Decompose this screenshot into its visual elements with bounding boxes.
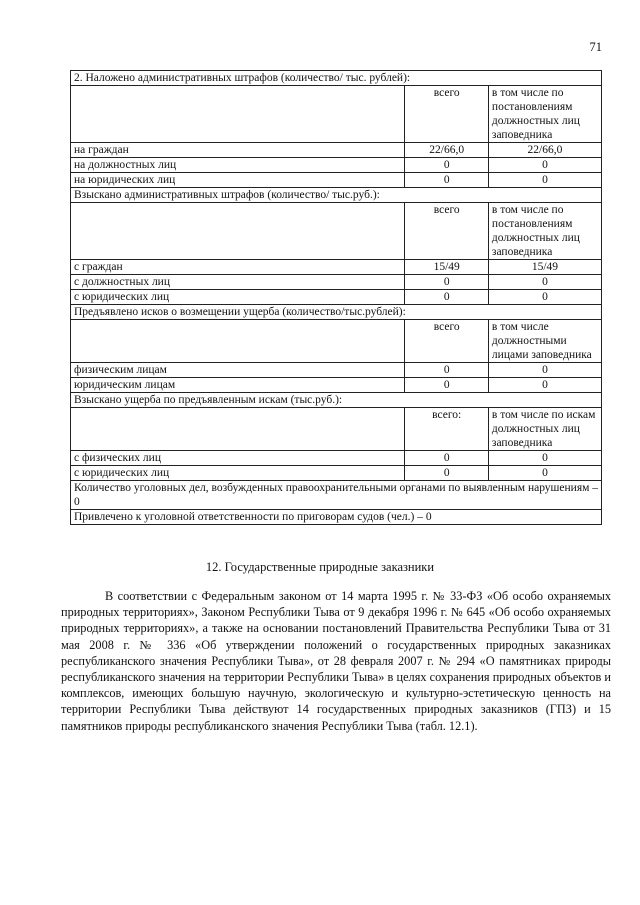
column-header-row [71,86,602,143]
row-label: на должностных лиц [71,158,405,173]
section-title-row [71,71,602,86]
row-total: 0 [405,451,488,466]
row-label: с юридических лиц [71,290,405,305]
criminal-cases-row [71,481,602,510]
section-title-row [71,393,602,408]
col-zap-header: в том числе по постановлениям должностных лиц заповедника [488,86,601,143]
row-total: 0 [405,290,488,305]
page-number: 71 [589,40,602,54]
section-title: Предъявлено исков о возмещении ущерба (количество/тыс.рублей): [71,305,602,320]
empty-header-cell [71,86,405,143]
row-label: юридическим лицам [71,378,405,393]
table-row [71,290,602,305]
row-zap: 0 [488,378,601,393]
table-row [71,275,602,290]
column-header-row [71,203,602,260]
row-zap: 0 [488,290,601,305]
column-header-row [71,320,602,363]
row-label: с должностных лиц [71,275,405,290]
row-zap: 0 [488,451,601,466]
row-total: 0 [405,363,488,378]
section-heading: 12. Государственные природные заказники [205,560,435,574]
section-title: Взыскано административных штрафов (количество/ тыс.руб.): [71,188,602,203]
col-zap-header: в том числе должностными лицами заповедника [488,320,601,363]
section-title: 2. Наложено административных штрафов (количество/ тыс. рублей): [71,71,602,86]
row-label: физическим лицам [71,363,405,378]
row-zap: 0 [488,158,601,173]
table-row [71,378,602,393]
row-zap: 22/66,0 [488,143,601,158]
body-paragraph: В соответствии с Федеральным законом от 14 марта 1995 г. № 33-ФЗ «Об особо охраняемых природных территориях», Законом Республики Тыва от 9 декабря 1996 г. № 645 «Об особо охраняемых природных территориях», а также на основании постановлений Правительства Республики Тыва от 31 мая 2008 г. № 336 «Об утверждении положений о государственных природных заказниках республиканского значения Республики Тыва», от 28 февраля 2007 г. № 294 «О памятниках природы республиканского значения на территории Республики Тыва» в целях сохранения природных объектов и комплексов, имеющих большую научную, экологическую и культурно-эстетическую ценность на территории Республики Тыва действуют 14 государственных природных заказников (ГПЗ) и 15 памятников природы республиканского значения Республики Тыва (табл. 12.1). [61,589,611,733]
col-zap-header: в том числе по постановлениям должностных лиц заповедника [488,203,601,260]
enforcement-table [70,70,602,525]
empty-header-cell [71,320,405,363]
col-total-header: всего [405,203,488,260]
row-label: с юридических лиц [71,466,405,481]
criminal-cases-text: Количество уголовных дел, возбужденных правоохранительными органами по выявленным нарушениям – 0 [71,481,602,510]
row-zap: 0 [488,275,601,290]
section-title: Взыскано ущерба по предъявленным искам (тыс.руб.): [71,393,602,408]
row-zap: 0 [488,173,601,188]
row-total: 15/49 [405,260,488,275]
row-label: на юридических лиц [71,173,405,188]
table-row [71,466,602,481]
row-label: на граждан [71,143,405,158]
row-total: 22/66,0 [405,143,488,158]
section-title-row [71,188,602,203]
column-header-row [71,408,602,451]
table-row [71,363,602,378]
section-title-row [71,305,602,320]
empty-header-cell [71,203,405,260]
row-zap: 15/49 [488,260,601,275]
row-total: 0 [405,378,488,393]
col-zap-header: в том числе по искам должностных лиц заповедника [488,408,601,451]
row-total: 0 [405,466,488,481]
row-total: 0 [405,173,488,188]
col-total-header: всего [405,86,488,143]
row-label: с граждан [71,260,405,275]
convicted-text: Привлечено к уголовной ответственности по приговорам судов (чел.) – 0 [71,510,602,525]
row-zap: 0 [488,466,601,481]
col-total-header: всего [405,320,488,363]
col-total-header: всего: [405,408,488,451]
empty-header-cell [71,408,405,451]
row-label: с физических лиц [71,451,405,466]
convicted-row [71,510,602,525]
table-row [71,173,602,188]
table-row [71,158,602,173]
table-row [71,451,602,466]
row-total: 0 [405,158,488,173]
row-total: 0 [405,275,488,290]
table-row [71,143,602,158]
table-row [71,260,602,275]
row-zap: 0 [488,363,601,378]
